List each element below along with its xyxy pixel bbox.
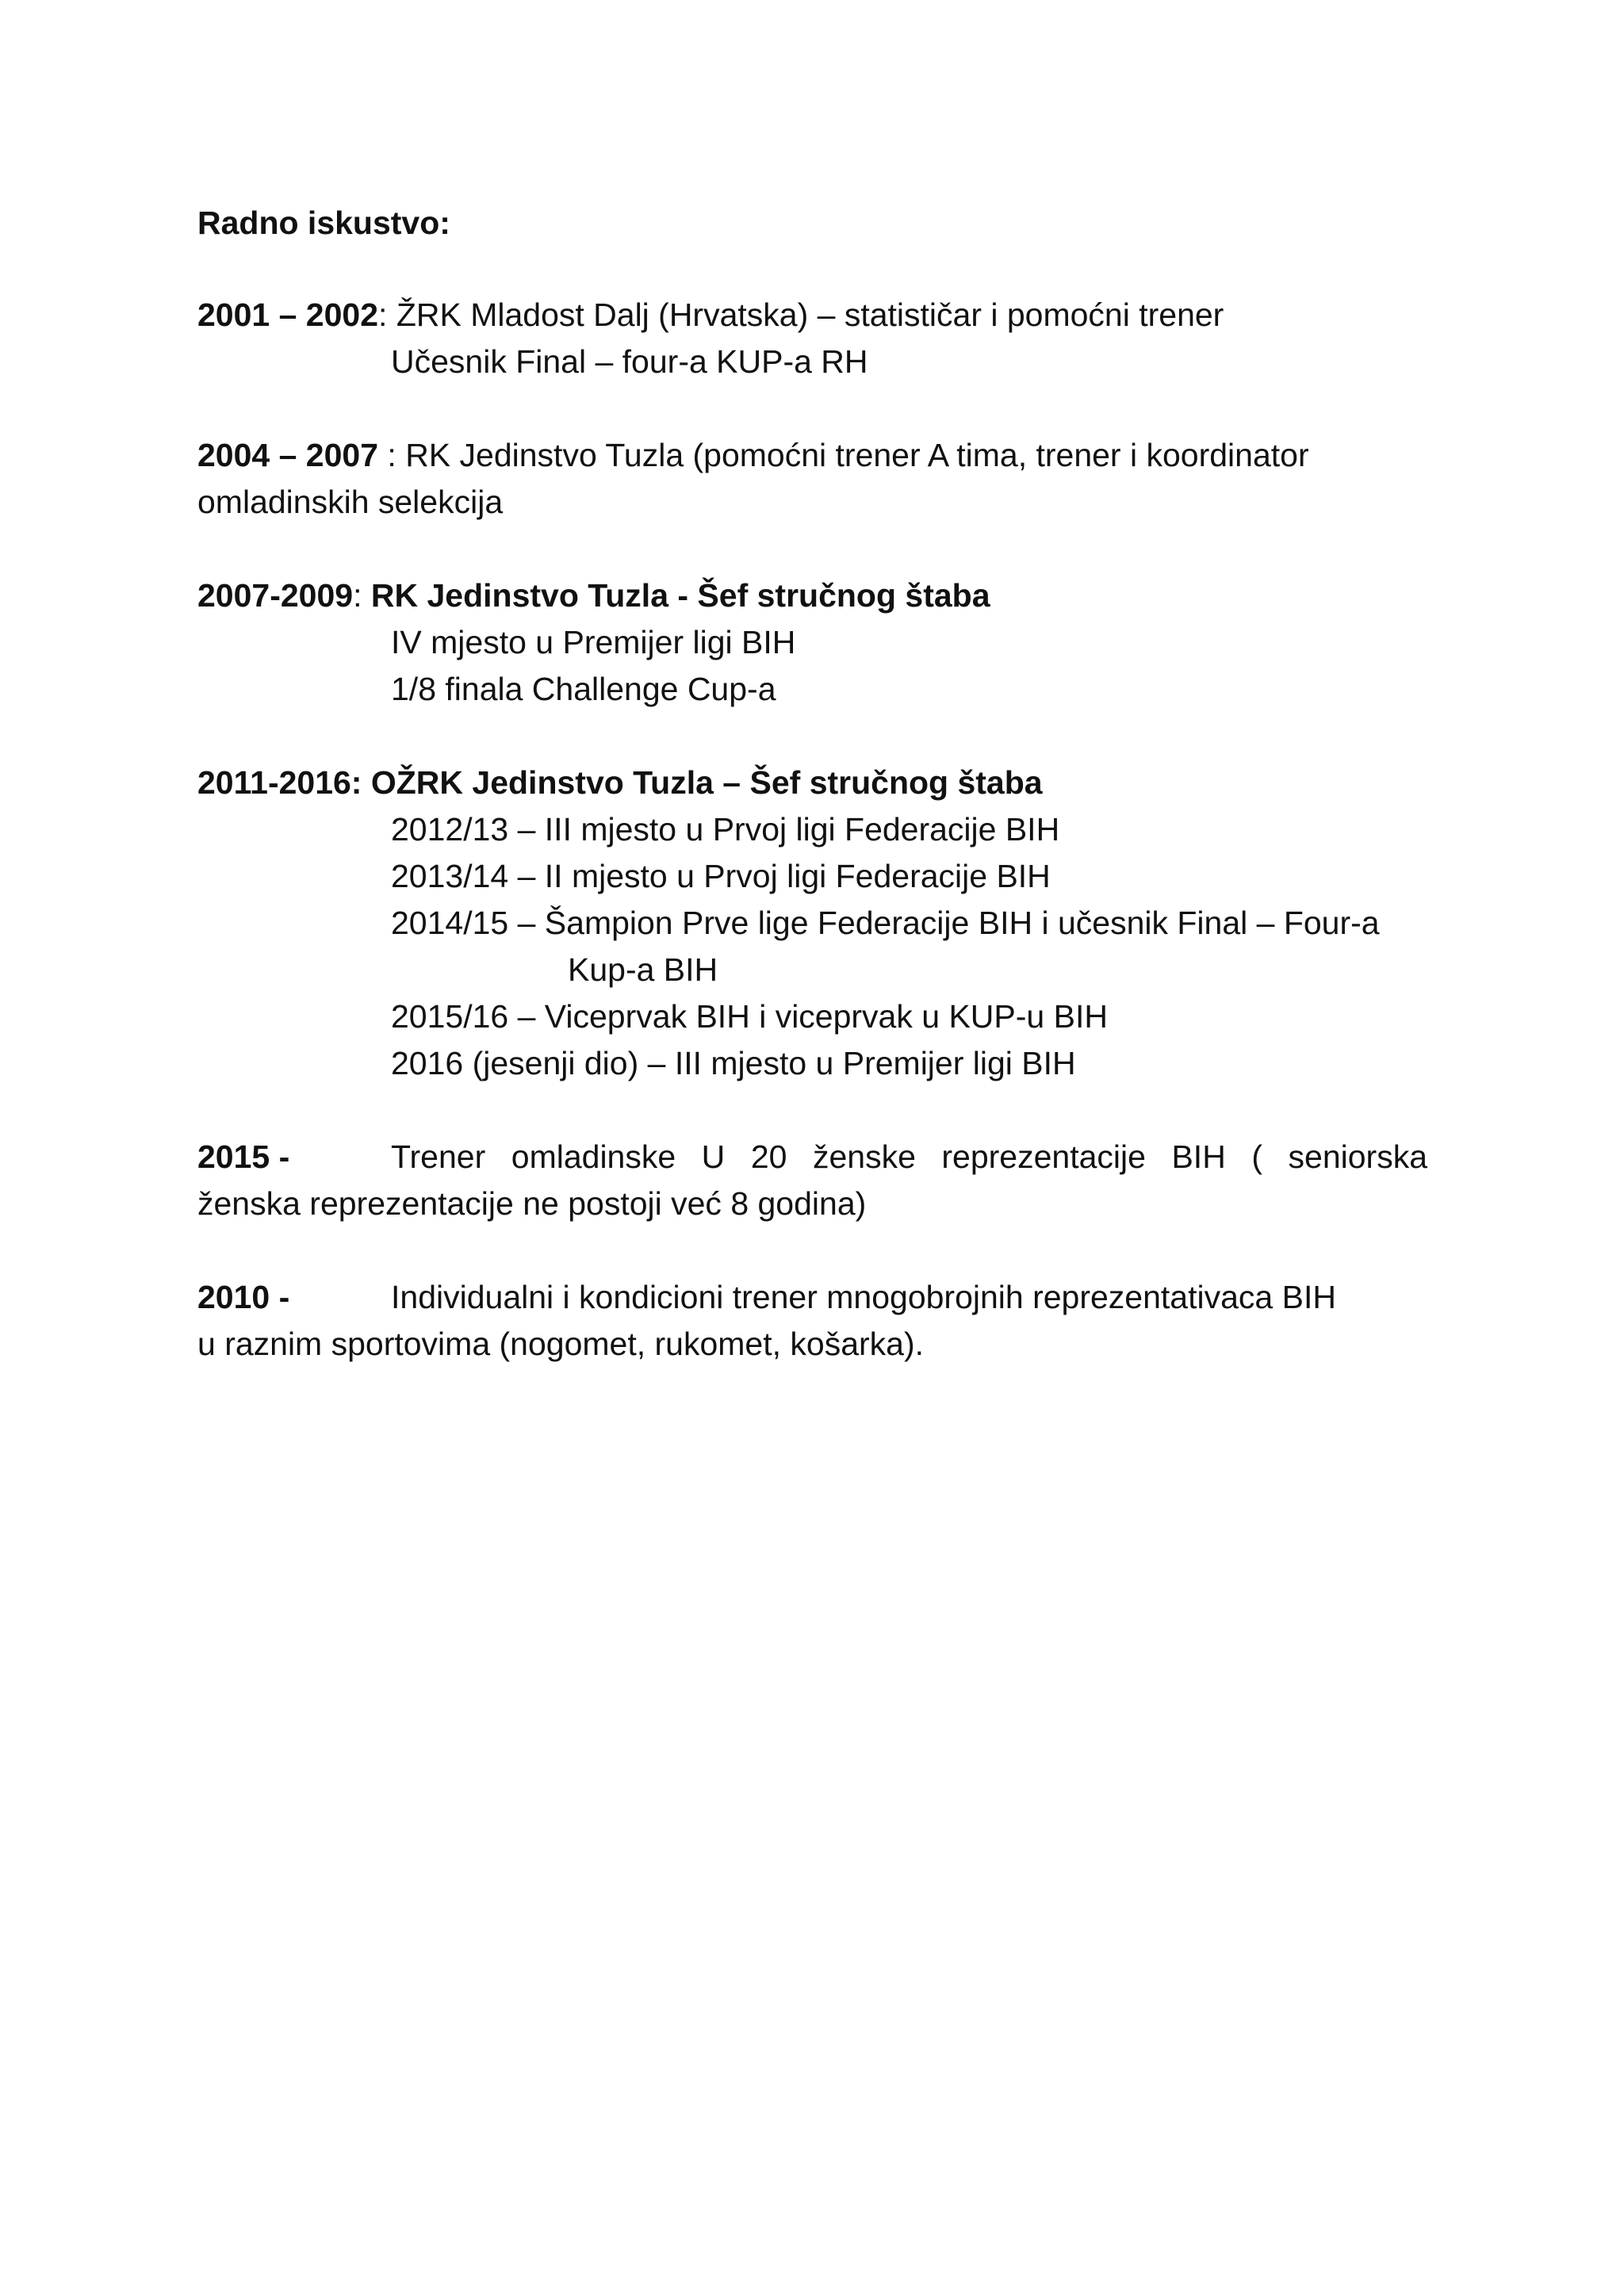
entry-2015-cont: ženska reprezentacije ne postoji već 8 godina) bbox=[197, 1185, 867, 1222]
entry-separator: : bbox=[353, 577, 371, 614]
entry-2011-2016: 2011-2016: OŽRK Jedinstvo Tuzla – Šef stručnog štaba bbox=[197, 764, 1043, 801]
entry-2001-2002-sub: Učesnik Final – four-a KUP-a RH bbox=[391, 343, 868, 380]
entry-2011-2016-sub-4: 2015/16 – Viceprvak BIH i viceprvak u KUP-u BIH bbox=[391, 998, 1108, 1035]
entry-2007-2009-sub-2: 1/8 finala Challenge Cup-a bbox=[391, 671, 776, 707]
entry-2004-2007 bbox=[197, 432, 1309, 478]
entry-2015-years: 2015 - bbox=[197, 1138, 290, 1175]
entry-2011-2016-sub-3: 2014/15 – Šampion Prve lige Federacije BIH i učesnik Final – Four-a bbox=[391, 905, 1380, 941]
entry-2010-years: 2010 - bbox=[197, 1279, 290, 1315]
entry-years: 2001 – 2002 bbox=[197, 297, 379, 333]
entry-2010-text: Individualni i kondicioni trener mnogobrojnih reprezentativaca BIH bbox=[391, 1279, 1336, 1315]
entry-text: ŽRK Mladost Dalj (Hrvatska) – statističar i pomoćni trener bbox=[396, 297, 1224, 333]
entry-2011-2016-sub-1: 2012/13 – III mjesto u Prvoj ligi Federacije BIH bbox=[391, 811, 1060, 848]
entry-text: : RK Jedinstvo Tuzla (pomoćni trener A tima, trener i koordinator bbox=[378, 437, 1309, 473]
entry-2007-2009-sub-1: IV mjesto u Premijer ligi BIH bbox=[391, 624, 796, 660]
entry-2015-text: Trener omladinske U 20 ženske reprezentacije BIH ( seniorska bbox=[391, 1138, 1427, 1175]
entry-2007-2009 bbox=[197, 572, 990, 618]
entry-2011-2016-sub-3-cont: Kup-a BIH bbox=[568, 951, 718, 988]
entry-2010-cont: u raznim sportovima (nogomet, rukomet, košarka). bbox=[197, 1326, 924, 1362]
entry-2004-2007-cont: omladinskih selekcija bbox=[197, 484, 504, 520]
entry-years: 2004 – 2007 bbox=[197, 437, 379, 473]
entry-2011-2016-sub-5: 2016 (jesenji dio) – III mjesto u Premijer ligi BIH bbox=[391, 1045, 1076, 1081]
entry-separator: : bbox=[378, 297, 396, 333]
entry-years: 2007-2009 bbox=[197, 577, 354, 614]
entry-title: RK Jedinstvo Tuzla - Šef stručnog štaba bbox=[370, 577, 990, 614]
entry-2001-2002 bbox=[197, 292, 1224, 338]
entry-2011-2016-sub-2: 2013/14 – II mjesto u Prvoj ligi Federacije BIH bbox=[391, 858, 1051, 894]
section-heading: Radno iskustvo: bbox=[197, 205, 450, 241]
